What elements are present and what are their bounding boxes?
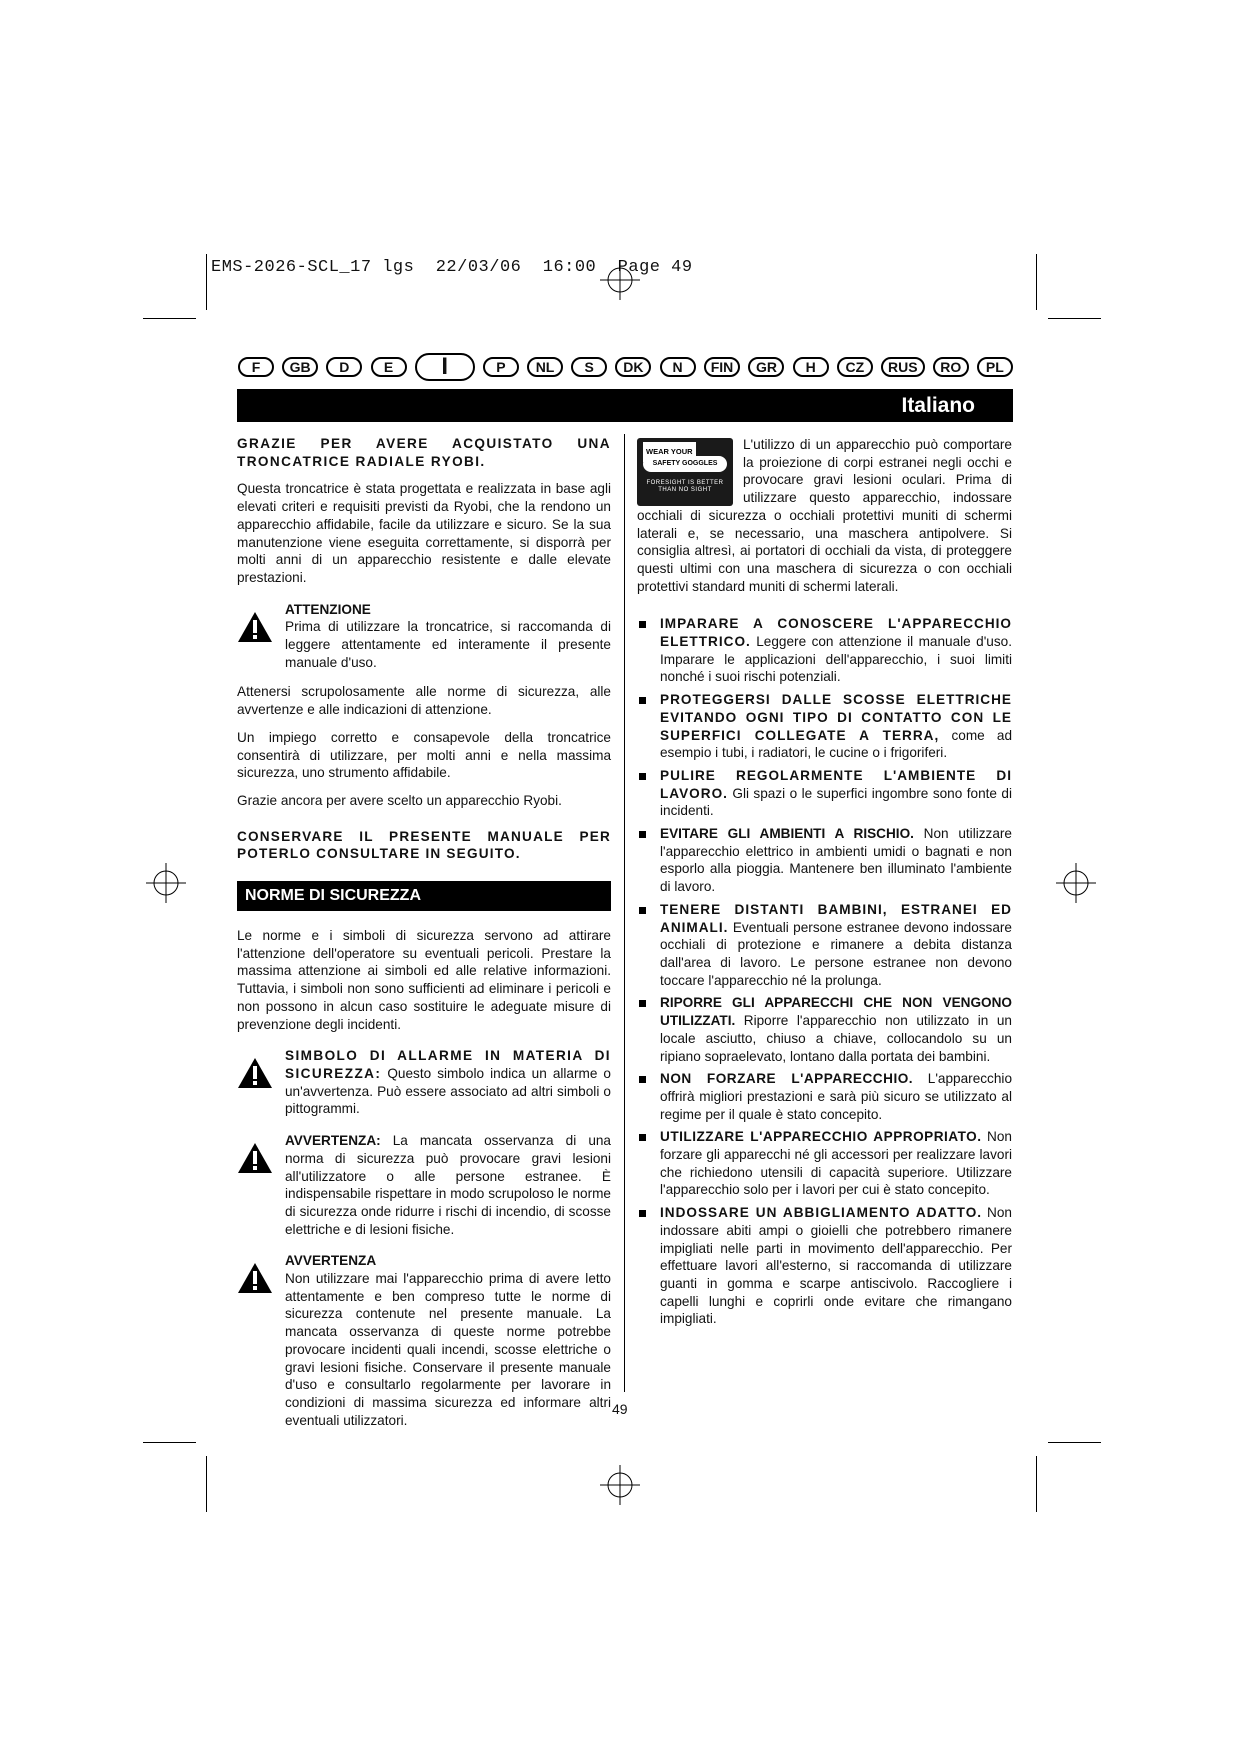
rule-title: UTILIZZARE L'APPARECCHIO APPROPRIATO. xyxy=(660,1129,982,1145)
lang-tab-d[interactable]: D xyxy=(326,357,362,377)
list-item xyxy=(637,767,1012,820)
list-item xyxy=(637,1128,1012,1199)
rule-title: NON FORZARE L'APPARECCHIO. xyxy=(660,1071,914,1087)
safety-intro: Le norme e i simboli di sicurezza servono ad attirare l'attenzione dell'operatore su eventuali pericoli. Prestare la massima attenzione ai simboli ed alle relative informazioni. Tuttavia, i simboli non sono sufficienti ad eliminare i pericoli e non possono in alcun caso sostituire le adeguate misure di prevenzione degli incidenti. xyxy=(237,928,611,1032)
crop-mark xyxy=(206,1456,207,1512)
rule-text: Riporre l'apparecchio non utilizzato in un locale asciutto, chiuso a chiave, collocandolo su un ripiano sopraelevato, lontano dalla portata dei bambini. xyxy=(660,1013,1012,1064)
warn2-title: AVVERTENZA: xyxy=(285,1133,381,1149)
intro-text: Questa troncatrice è stata progettata e realizzata in base agli elevati criteri e requisiti previsti da Ryobi, che la rendono un apparecchio affidabile, facile da utilizzare e sicuro. Se la sua manutenzione viene eseguita correttamente, si disporrà per molti anni di un apparecchio resistente e dalle elevate prestazioni. xyxy=(237,481,611,585)
rule-title: RIPORRE GLI APPARECCHI CHE NON VENGONO UTILIZZATI. xyxy=(660,995,1012,1029)
warning-block xyxy=(237,1132,611,1238)
warn3-text: Non utilizzare mai l'apparecchio prima di avere letto attentamente e ben compreso tutte le norme di sicurezza contenute nel presente manuale. La mancata osservanza di queste norme potrebbe provocare incidenti quali incendi, scosse elettriche o gravi lesioni fisiche. Conservare il presente manuale d'uso e consultarlo regolarmente per lavorare in condizioni di massima sicurezza ed informare altri eventuali utilizzatori. xyxy=(285,1271,611,1428)
paragraph: Grazie ancora per avere scelto un apparecchio Ryobi. xyxy=(237,792,562,808)
registration-mark-left xyxy=(146,863,186,903)
list-item xyxy=(637,825,1012,896)
language-tabs xyxy=(238,353,1013,381)
rule-title: EVITARE GLI AMBIENTI A RISCHIO. xyxy=(660,826,914,842)
crop-mark xyxy=(1036,1456,1037,1512)
crop-mark xyxy=(143,318,196,319)
lang-tab-e[interactable]: E xyxy=(371,357,407,377)
safety-rules-list xyxy=(637,615,1012,1328)
attention-text: Prima di utilizzare la troncatrice, si raccomanda di leggere attentamente ed interamente il presente manuale d'uso. xyxy=(285,619,611,670)
crop-mark xyxy=(206,254,207,310)
rule-text: come ad esempio i tubi, i radiatori, le cucine o i frigoriferi. xyxy=(660,727,1013,761)
print-slug: EMS-2026-SCL_17 lgs 22/03/06 16:00 Page 49 xyxy=(211,258,693,277)
warning-triangle-icon xyxy=(237,1252,275,1429)
section-title-bar: NORME DI SICUREZZA xyxy=(237,881,611,911)
list-item xyxy=(637,691,1012,762)
lang-tab-rus[interactable]: RUS xyxy=(881,357,925,377)
rule-title: IMPARARE A CONOSCERE L'APPARECCHIO ELETTRICO. xyxy=(660,616,1012,650)
safety-alert-block xyxy=(237,1047,611,1118)
warn1-text: Questo simbolo indica un allarme o un'avvertenza. Può essere associato ad altri simboli o pittogrammi. xyxy=(285,1065,611,1117)
warning-triangle-icon xyxy=(237,601,275,672)
lang-tab-s[interactable]: S xyxy=(571,357,607,377)
attention-block xyxy=(237,601,611,672)
warning-block xyxy=(237,1252,611,1429)
language-title-bar: Italiano xyxy=(237,389,1013,422)
goggles-label-top: WEAR YOUR xyxy=(643,442,696,462)
registration-mark-bottom xyxy=(600,1465,640,1505)
left-column xyxy=(237,435,611,1441)
goggles-label-mid: SAFETY GOGGLES xyxy=(643,456,727,472)
rule-title: INDOSSARE UN ABBIGLIAMENTO ADATTO. xyxy=(660,1205,983,1221)
lang-tab-p[interactable]: P xyxy=(483,357,519,377)
goggles-label-bottom: FORESIGHT IS BETTER THAN NO SIGHT xyxy=(646,480,724,493)
crop-mark xyxy=(1048,1442,1101,1443)
rule-title: TENERE DISTANTI BAMBINI, ESTRANEI ED ANIMALI. xyxy=(660,901,1012,935)
goggles-block xyxy=(637,436,1012,595)
goggles-text: L'utilizzo di un apparecchio può comportare la proiezione di corpi estranei negli occhi e provocare gravi lesioni oculari. Prima di utilizzare questo apparecchio, indossare occhiali di sicurezza o occhiali protettivi muniti di schermi laterali e, se necessario, una maschera antipolvere. Si consiglia altresì, ai portatori di occhiali da vista, di proteggere questi ultimi con una maschera di sicurezza o con occhiali protettivi standard muniti di schermi laterali. xyxy=(637,437,1012,594)
list-item xyxy=(637,1070,1012,1123)
warning-triangle-icon xyxy=(237,1132,275,1238)
column-divider xyxy=(624,434,625,1392)
rule-text: Non forzare gli apparecchi né gli accessori per realizzare lavori che richiedono utensili di capacità superiore. Utilizzare l'apparecchio solo per i lavori per cui è stato concepito. xyxy=(660,1129,1012,1198)
registration-mark-top xyxy=(600,260,640,300)
intro-heading: GRAZIE PER AVERE ACQUISTATO UNA TRONCATRICE RADIALE RYOBI. xyxy=(237,436,611,469)
page-number: 49 xyxy=(612,1401,628,1417)
lang-tab-fin[interactable]: FIN xyxy=(704,357,741,377)
crop-mark xyxy=(143,1442,196,1443)
lang-tab-h[interactable]: H xyxy=(793,357,829,377)
warn3-title: AVVERTENZA xyxy=(285,1253,377,1269)
list-item xyxy=(637,1204,1012,1328)
lang-tab-gr[interactable]: GR xyxy=(748,357,784,377)
rule-title: PULIRE REGOLARMENTE L'AMBIENTE DI LAVORO. xyxy=(660,767,1012,801)
lang-tab-i-active[interactable]: I xyxy=(415,353,475,381)
warn1-title: SIMBOLO DI ALLARME IN MATERIA DI SICUREZZA: xyxy=(285,1048,611,1081)
registration-mark-right xyxy=(1056,863,1096,903)
list-item xyxy=(637,901,1012,990)
crop-mark xyxy=(1048,318,1101,319)
lang-tab-ro[interactable]: RO xyxy=(933,357,969,377)
crop-mark xyxy=(1036,254,1037,310)
rule-text: Eventuali persone estranee devono indossare occhiali di protezione e rimanere a debita distanza dall'area di lavoro. Le persone estranee non devono toccare l'apparecchio né la prolunga. xyxy=(660,919,1012,988)
rule-text: Non utilizzare l'apparecchio elettrico in ambienti umidi o bagnati e non esporlo alla pioggia. Mantenere ben illuminato l'ambiente di lavoro. xyxy=(660,826,1012,895)
paragraph: Attenersi scrupolosamente alle norme di sicurezza, alle avvertenze e alle indicazioni di attenzione. xyxy=(237,684,611,718)
warning-triangle-icon xyxy=(237,1047,275,1118)
lang-tab-nl[interactable]: NL xyxy=(527,357,563,377)
paragraph: Un impiego corretto e consapevole della troncatrice consentirà di utilizzare, per molti anni e nella massima sicurezza, uno strumento affidabile. xyxy=(237,729,611,781)
lang-tab-cz[interactable]: CZ xyxy=(837,357,873,377)
right-column xyxy=(637,436,1012,1333)
safety-goggles-icon xyxy=(637,438,733,506)
rule-text: L'apparecchio offrirà migliori prestazioni e sarà più sicuro se utilizzato al regime per il quale è stato concepito. xyxy=(660,1071,1012,1122)
rule-title: PROTEGGERSI DALLE SCOSSE ELETTRICHE EVITANDO OGNI TIPO DI CONTATTO CON LE SUPERFICI COLLEGATE A TERRA, xyxy=(660,692,1012,743)
lang-tab-pl[interactable]: PL xyxy=(977,357,1013,377)
list-item xyxy=(637,615,1012,686)
list-item xyxy=(637,994,1012,1065)
keep-manual-note: CONSERVARE IL PRESENTE MANUALE PER POTERLO CONSULTARE IN SEGUITO. xyxy=(237,828,611,862)
rule-text: Gli spazi o le superfici ingombre sono fonte di incidenti. xyxy=(660,785,1012,819)
rule-text: Leggere con attenzione il manuale d'uso. Imparare le applicazioni dell'apparecchio, i suoi limiti nonché i suoi rischi potenziali. xyxy=(660,634,1012,685)
lang-tab-n[interactable]: N xyxy=(660,357,696,377)
rule-text: Non indossare abiti ampi o gioielli che potrebbero rimanere impigliati nelle parti in movimento dell'apparecchio. Per effettuare lavori all'esterno, si raccomanda di utilizzare guanti in gomma e scarpe antiscivolo. Raccogliere i capelli lunghi e coprirli onde evitare che rimangano impigliati. xyxy=(660,1205,1012,1327)
lang-tab-f[interactable]: F xyxy=(238,357,274,377)
lang-tab-gb[interactable]: GB xyxy=(282,357,318,377)
lang-tab-dk[interactable]: DK xyxy=(615,357,651,377)
warn2-text: La mancata osservanza di una norma di sicurezza può provocare gravi lesioni all'utilizzatore o alle persone estranee. È indispensabile rispettare in modo scrupoloso le norme di sicurezza onde ridurre i rischi di incendio, di scosse elettriche e di lesioni fisiche. xyxy=(285,1133,611,1237)
attention-title: ATTENZIONE xyxy=(285,601,371,617)
